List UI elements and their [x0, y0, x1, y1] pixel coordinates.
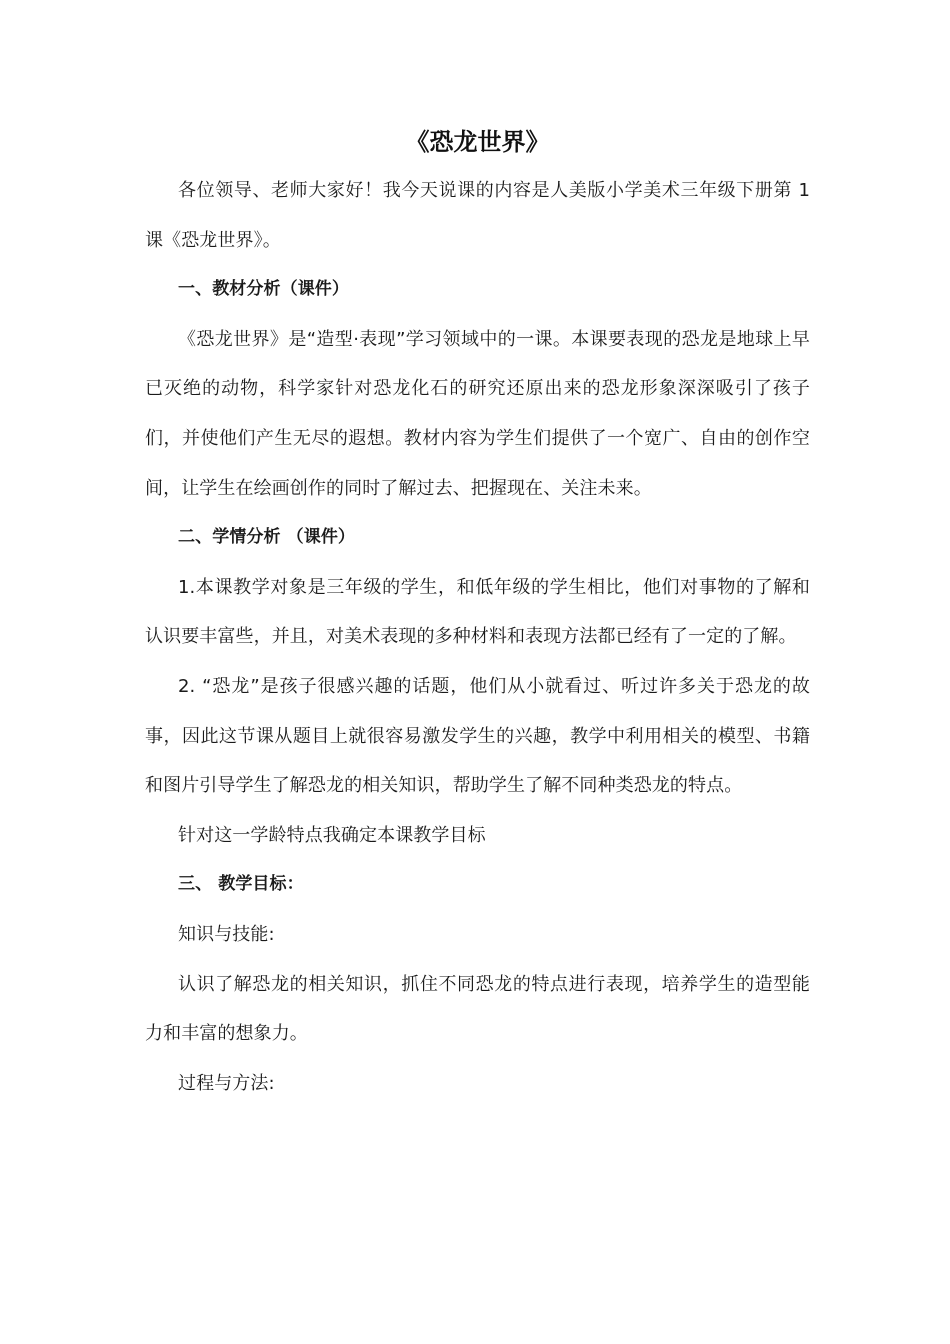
- student-analysis-point-1: 1.本课教学对象是三年级的学生，和低年级的学生相比，他们对事物的了解和认识要丰富些，并且，对美术表现的多种材料和表现方法都已经有了一定的了解。: [145, 576, 810, 648]
- process-method-label: 过程与方法:: [178, 1072, 275, 1094]
- document-page: [145, 118, 810, 1108]
- document-title: 《恐龙世界》: [405, 128, 550, 156]
- section-heading-student-analysis: 二、学情分析 （课件）: [178, 527, 356, 548]
- textbook-analysis-paragraph: 《恐龙世界》是“造型·表现”学习领域中的一课。本课要表现的恐龙是地球上早已灭绝的动物，科学家针对恐龙化石的研究还原出来的恐龙形象深深吸引了孩子们，并使他们产生无尽的遐想。教材内容为学生们提供了一个宽广、自由的创作空间，让学生在绘画创作的同时了解过去、把握现在、关注未来。: [145, 328, 810, 499]
- section-heading-teaching-goals: 三、 教学目标：: [178, 874, 304, 895]
- student-analysis-summary: 针对这一学龄特点我确定本课教学目标: [178, 824, 486, 846]
- knowledge-skills-label: 知识与技能:: [178, 923, 275, 945]
- knowledge-skills-paragraph: 认识了解恐龙的相关知识，抓住不同恐龙的特点进行表现，培养学生的造型能力和丰富的想象力。: [145, 973, 810, 1045]
- section-heading-textbook-analysis: 一、教材分析（课件）: [178, 279, 349, 300]
- intro-paragraph: 各位领导、老师大家好！我今天说课的内容是人美版小学美术三年级下册第 1 课《恐龙世界》。: [145, 180, 810, 251]
- student-analysis-point-2: 2. “恐龙”是孩子很感兴趣的话题，他们从小就看过、听过许多关于恐龙的故事，因此这节课从题目上就很容易激发学生的兴趣，教学中利用相关的模型、书籍和图片引导学生了解恐龙的相关知识，帮助学生了解不同种类恐龙的特点。: [145, 675, 810, 797]
